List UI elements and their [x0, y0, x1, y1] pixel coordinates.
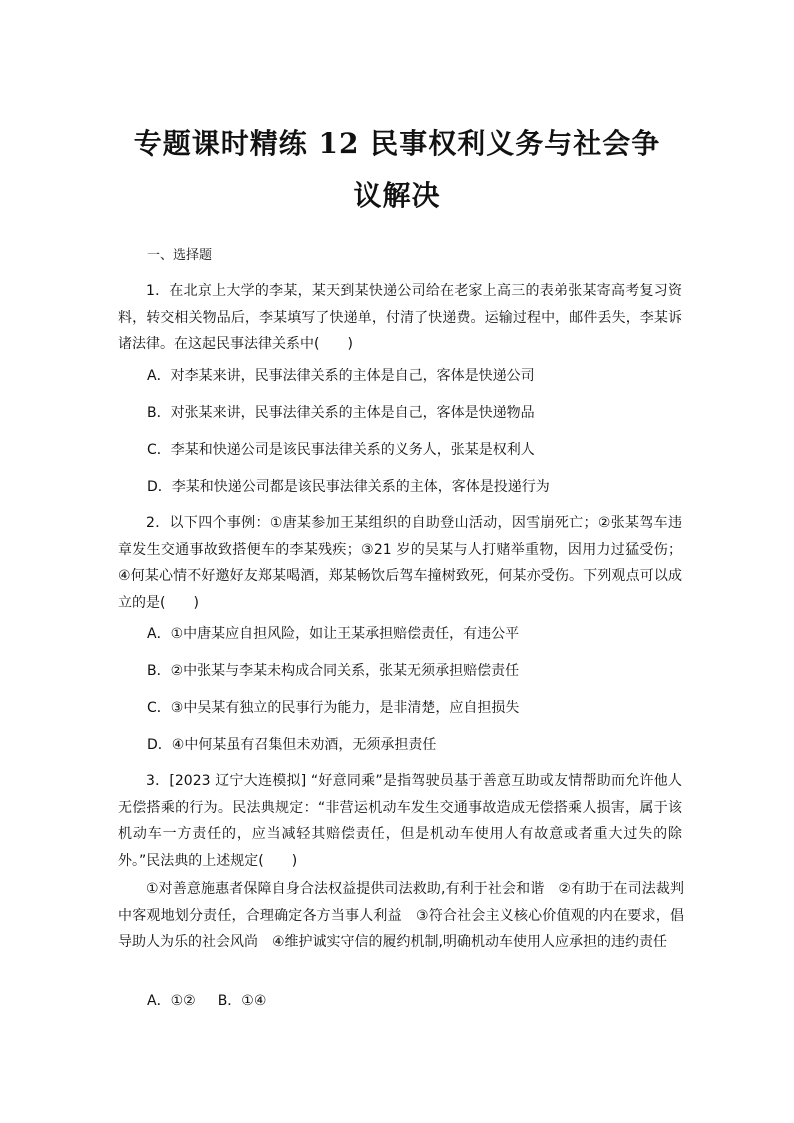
section-heading: 一、选择题: [147, 248, 213, 263]
question-1-stem: 1．在北京上大学的李某，某天到某快递公司给在老家上高三的表弟张某寄高考复习资料，转交相关物品后，李某填写了快递单，付清了快递费。运输过程中，邮件丢失，李某诉诸法律。在这起民事法律关系中( ): [118, 283, 682, 352]
question-1-option-d: D．李某和快递公司都是该民事法律关系的主体，客体是投递行为: [147, 479, 550, 495]
question-2-option-c: C．③中吴某有独立的民事行为能力，是非清楚，应自担损失: [147, 700, 520, 716]
question-1-option-b: B．对张某来讲，民事法律关系的主体是自己，客体是快递物品: [147, 405, 535, 421]
question-2-option-d: D．④中何某虽有召集但未劝酒，无须承担责任: [147, 737, 437, 753]
question-2-option-b: B．②中张某与李某未构成合同关系，张某无须承担赔偿责任: [147, 663, 520, 679]
question-1-option-c: C．李某和快递公司是该民事法律关系的义务人，张某是权利人: [147, 442, 535, 458]
question-2-stem: 2．以下四个事例：①唐某参加王某组织的自助登山活动，因雪崩死亡；②张某驾车违章发生交通事故致搭便车的李某残疾；③21 岁的吴某与人打赌举重物，因用力过猛受伤；④何某心情不好邀好友郑某喝酒，郑某畅饮后驾车撞树致死，何某亦受伤。下列观点可以成立的是( ): [118, 515, 682, 611]
page-title: [110, 118, 684, 222]
question-3-option-b: B．①④: [217, 993, 267, 1009]
question-3-stem: 3．[2023 辽宁大连模拟] “好意同乘”是指驾驶员基于善意互助或友情帮助而允许他人无偿搭乘的行为。民法典规定：“非营运机动车发生交通事故造成无偿搭乘人损害，属于该机动车一方责任的，应当减轻其赔偿责任，但是机动车使用人有故意或者重大过失的除外。”民法典的上述规定( ): [118, 773, 682, 869]
title-line-1: 专题课时精练 12 民事权利义务与社会争: [133, 127, 661, 160]
question-2-option-a: A．①中唐某应自担风险，如让王某承担赔偿责任，有违公平: [147, 626, 520, 642]
question-3-statements: ①对善意施惠者保障自身合法权益提供司法救助,有利于社会和谐 ②有助于在司法裁判中客观地划分责任，合理确定各方当事人利益 ③符合社会主义核心价值观的内在要求，倡导助人为乐的社会风尚 ④维护诚实守信的履约机制,明确机动车使用人应承担的违约责任: [118, 881, 684, 950]
question-3-options: [147, 990, 266, 1010]
title-line-2: 议解决: [353, 179, 441, 212]
question-1-option-a: A．对李某来讲，民事法律关系的主体是自己，客体是快递公司: [147, 368, 535, 384]
question-3-option-a: A．①②: [147, 993, 196, 1009]
